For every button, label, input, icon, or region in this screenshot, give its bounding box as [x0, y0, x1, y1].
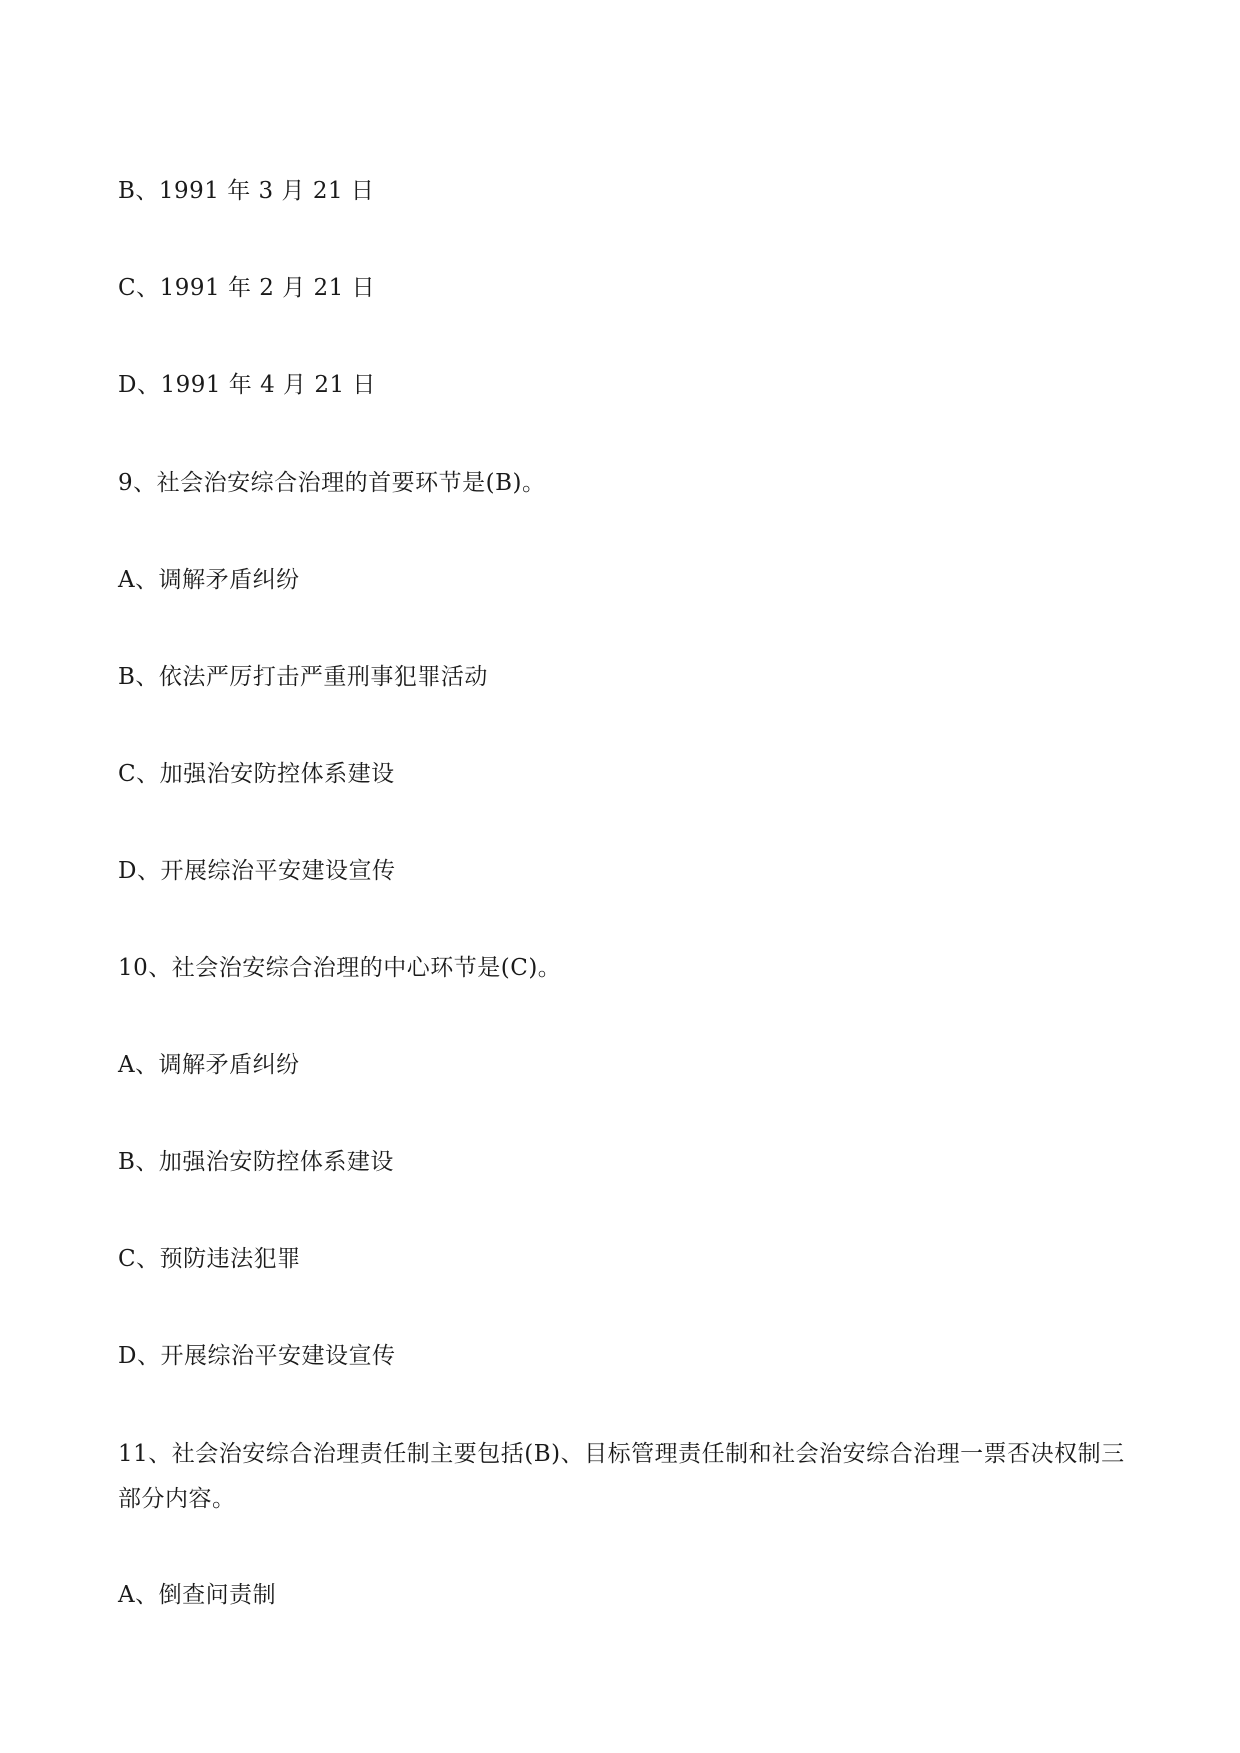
option-d-q8: D、1991 年 4 月 21 日: [118, 372, 376, 398]
option-b-q9: B、依法严厉打击严重刑事犯罪活动: [118, 664, 488, 690]
option-b-q8: B、1991 年 3 月 21 日: [118, 178, 375, 204]
question-11: 11、社会治安综合治理责任制主要包括(B)、目标管理责任制和社会治安综合治理一票否决权制三部分内容。: [118, 1441, 1125, 1512]
question-10: 10、社会治安综合治理的中心环节是(C)。: [118, 955, 562, 981]
option-b-q10: B、加强治安防控体系建设: [118, 1149, 394, 1175]
question-9: 9、社会治安综合治理的首要环节是(B)。: [118, 470, 546, 496]
option-a-q9: A、调解矛盾纠纷: [118, 567, 300, 593]
option-d-q9: D、开展综治平安建设宣传: [118, 858, 396, 884]
option-c-q9: C、加强治安防控体系建设: [118, 761, 395, 787]
option-a-q10: A、调解矛盾纠纷: [118, 1052, 300, 1078]
option-d-q10: D、开展综治平安建设宣传: [118, 1343, 396, 1369]
option-a-q11: A、倒查问责制: [118, 1582, 277, 1608]
option-c-q8: C、1991 年 2 月 21 日: [118, 275, 376, 301]
option-c-q10: C、预防违法犯罪: [118, 1246, 301, 1272]
